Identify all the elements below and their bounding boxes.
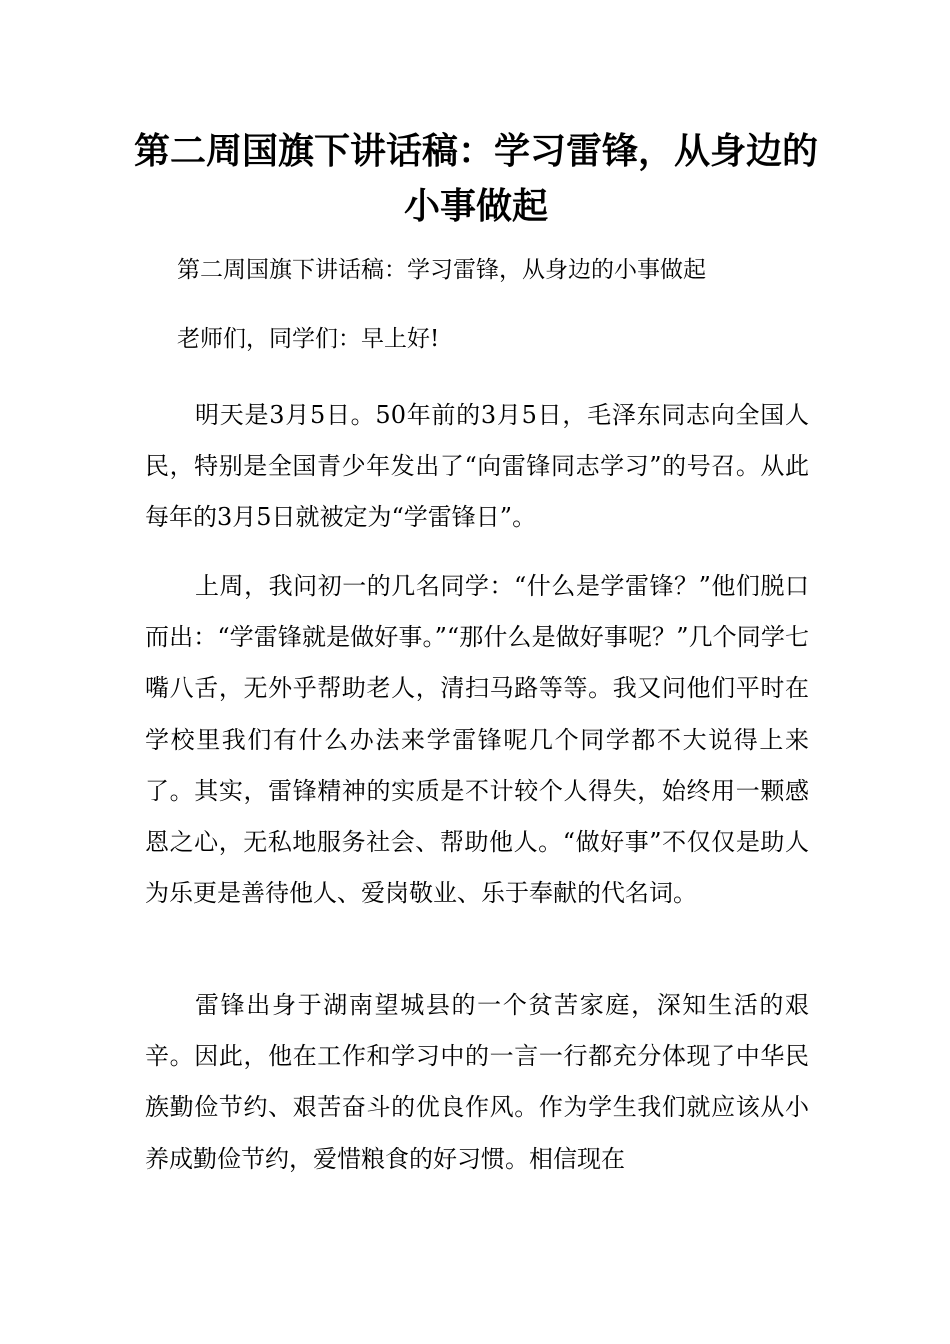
- document-subtitle: 第二周国旗下讲话稿：学习雷锋，从身边的小事做起: [177, 257, 706, 283]
- paragraph-3: 雷锋出身于湖南望城县的一个贫苦家庭，深知生活的艰辛。因此，他在工作和学习中的一言一行都充分体现了中华民族勤俭节约、艰苦奋斗的优良作风。作为学生我们就应该从小养成勤俭节约，爱惜粮食的好习惯。相信现在: [145, 991, 809, 1173]
- page-title: 第二周国旗下讲话稿：学习雷锋，从身边的小事做起: [133, 130, 818, 227]
- paragraph-2: 上周，我问初一的几名同学：“什么是学雷锋？”他们脱口而出：“学雷锋就是做好事。”“那什么是做好事呢？”几个同学七嘴八舌，无外乎帮助老人，清扫马路等等。我又问他们平时在学校里我们有什么办法来学雷锋呢几个同学都不大说得上来了。其实，雷锋精神的实质是不计较个人得失，始终用一颗感恩之心，无私地服务社会、帮助他人。“做好事”不仅仅是助人为乐更是善待他人、爱岗敬业、乐于奉献的代名词。: [145, 572, 809, 908]
- paragraph-1: 明天是3月5日。50年前的3月5日，毛泽东同志向全国人民，特别是全国青少年发出了“向雷锋同志学习”的号召。从此每年的3月5日就被定为“学雷锋日”。: [145, 401, 809, 532]
- greeting-line: 老师们，同学们：早上好!: [177, 326, 440, 352]
